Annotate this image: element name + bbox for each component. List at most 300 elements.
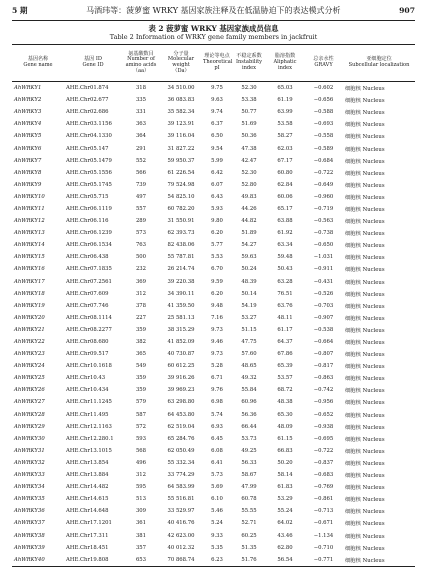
table-row: [12, 81, 415, 94]
cell-amino-acids: 579: [135, 399, 147, 406]
cell-aliphatic-index: 61.15: [277, 435, 293, 442]
cell-aliphatic-index: 66.83: [277, 447, 293, 454]
cell-theoretical-pi: 9.33: [211, 532, 223, 539]
cell-gravy: −0.656: [313, 97, 334, 104]
cell-theoretical-pi: 6.70: [211, 266, 223, 273]
column-header-unit: （aa）: [132, 67, 150, 74]
cell-amino-acids: 566: [135, 169, 147, 176]
cell-subcellular-localization: 细胞核 Nucleus: [345, 497, 385, 504]
cell-gene-id: AHE.Chr05.147: [66, 145, 109, 152]
column-header-gravy: [304, 44, 343, 81]
cell-gene-name: AhWRKY3: [14, 109, 42, 116]
cell-gene-id: AHE.Chr05.1556: [66, 169, 112, 176]
cell-theoretical-pi: 5.35: [211, 544, 223, 551]
cell-aliphatic-index: 50.20: [277, 459, 293, 466]
cell-theoretical-pi: 5.99: [211, 157, 223, 164]
cell-aliphatic-index: 62.80: [277, 544, 293, 551]
cell-molecular-weight: 70 868.74: [167, 556, 195, 563]
cell-theoretical-pi: 9.63: [211, 97, 223, 104]
cell-instability-index: 53.73: [241, 435, 257, 442]
cell-gene-id: AHE.Chr01.874: [66, 85, 109, 92]
cell-instability-index: 56.33: [241, 459, 257, 466]
cell-amino-acids: 312: [135, 472, 147, 479]
cell-molecular-weight: 41 852.09: [167, 339, 195, 345]
cell-theoretical-pi: 5.28: [211, 363, 223, 370]
cell-gravy: −0.938: [313, 423, 334, 430]
cell-instability-index: 57.60: [241, 351, 257, 358]
cell-subcellular-localization: 细胞核 Nucleus: [345, 194, 385, 201]
table-row: [12, 348, 415, 360]
cell-molecular-weight: 33 529.97: [167, 508, 195, 515]
cell-gravy: −0.671: [313, 520, 334, 527]
cell-subcellular-localization: 细胞核 Nucleus: [345, 412, 385, 419]
table-row: [12, 469, 415, 481]
table-row: [12, 372, 415, 384]
cell-molecular-weight: 54 825.10: [167, 193, 195, 200]
cell-instability-index: 55.55: [241, 508, 257, 515]
cell-gene-id: AHE.Chr19.808: [66, 556, 109, 563]
cell-instability-index: 42.47: [241, 157, 257, 164]
table-row: [12, 421, 415, 433]
cell-gene-id: AHE.Chr12.280.1: [66, 435, 114, 442]
cell-molecular-weight: 34 510.00: [167, 85, 195, 92]
cell-gene-name: AhWRKY15: [14, 254, 45, 261]
cell-gene-name: AhWRKY4: [14, 121, 42, 128]
cell-molecular-weight: 55 516.81: [167, 496, 195, 503]
cell-gene-id: AHE.Chr14.482: [66, 484, 109, 491]
cell-gene-name: AhWRKY13: [14, 230, 45, 237]
cell-gravy: −0.742: [313, 387, 334, 394]
cell-amino-acids: 309: [135, 508, 147, 515]
cell-gene-id: AHE.Chr06.438: [66, 254, 109, 261]
column-header-theoretical-pi: [202, 44, 232, 81]
cell-theoretical-pi: 5.69: [211, 484, 223, 491]
cell-amino-acids: 335: [135, 97, 147, 104]
cell-amino-acids: 369: [135, 278, 147, 285]
cell-gravy: −0.602: [313, 85, 334, 92]
cell-instability-index: 53.27: [241, 314, 257, 321]
cell-gravy: −0.722: [313, 169, 334, 176]
cell-subcellular-localization: 细胞核 Nucleus: [345, 279, 385, 286]
cell-subcellular-localization: 细胞核 Nucleus: [345, 485, 385, 492]
cell-gene-name: AhWRKY36: [14, 508, 45, 515]
cell-theoretical-pi: 5.93: [211, 205, 223, 212]
cell-aliphatic-index: 50.43: [277, 266, 293, 273]
cell-molecular-weight: 40 012.32: [167, 544, 195, 551]
cell-theoretical-pi: 6.07: [211, 181, 223, 188]
cell-amino-acids: 549: [135, 363, 147, 370]
cell-theoretical-pi: 5.77: [211, 242, 223, 249]
cell-gravy: −0.664: [313, 339, 334, 345]
cell-aliphatic-index: 62.84: [277, 181, 293, 188]
cell-amino-acids: 557: [135, 205, 147, 212]
cell-subcellular-localization: 细胞核 Nucleus: [345, 327, 385, 334]
cell-gene-name: AhWRKY7: [14, 157, 42, 164]
cell-gravy: −0.703: [313, 302, 334, 309]
cell-molecular-weight: 65 284.76: [167, 435, 195, 442]
table-row: [12, 505, 415, 517]
table-row: [12, 94, 415, 106]
cell-gene-name: AhWRKY29: [14, 423, 45, 430]
cell-molecular-weight: 31 827.22: [167, 145, 195, 152]
cell-subcellular-localization: 细胞核 Nucleus: [345, 110, 385, 117]
cell-gravy: −0.650: [313, 242, 334, 249]
cell-aliphatic-index: 59.48: [277, 254, 293, 261]
running-title: 马酒玮等：菠萝蜜 WRKY 基因家族注释及在低温胁迫下的表达模式分析: [86, 5, 341, 15]
cell-aliphatic-index: 63.76: [277, 302, 293, 309]
cell-gene-id: AHE.Chr05.715: [66, 193, 109, 200]
cell-gene-id: AHE.Chr07.1835: [66, 266, 112, 273]
cell-gene-id: AHE.Chr02.677: [66, 97, 109, 104]
cell-subcellular-localization: 细胞核 Nucleus: [345, 521, 385, 528]
cell-subcellular-localization: 细胞核 Nucleus: [345, 158, 385, 165]
column-header-instability-index: [232, 44, 266, 81]
cell-gene-name: AhWRKY28: [14, 411, 45, 418]
table-row: [12, 215, 415, 227]
cell-gene-name: AhWRKY12: [14, 218, 45, 225]
cell-aliphatic-index: 65.03: [277, 85, 293, 92]
cell-instability-index: 48.39: [241, 278, 257, 285]
cell-gene-name: AhWRKY20: [14, 314, 45, 321]
cell-instability-index: 53.38: [241, 97, 257, 104]
cell-gravy: −0.863: [313, 375, 334, 382]
cell-amino-acids: 568: [135, 447, 147, 454]
cell-gravy: −0.538: [313, 326, 334, 333]
cell-gravy: −0.719: [313, 205, 334, 212]
cell-instability-index: 49.25: [241, 447, 257, 454]
cell-theoretical-pi: 7.16: [211, 314, 223, 321]
column-header-cn: 亚细胞定位: [366, 56, 392, 63]
cell-subcellular-localization: 细胞核 Nucleus: [345, 134, 385, 141]
table-row: [12, 106, 415, 118]
cell-theoretical-pi: 9.73: [211, 351, 223, 358]
table-row: [12, 433, 415, 445]
running-header: [12, 0, 415, 21]
cell-amino-acids: 318: [135, 85, 147, 92]
column-header-molecular-weight: [160, 44, 202, 81]
cell-gravy: −0.861: [313, 496, 334, 503]
table-row: [12, 130, 415, 142]
cell-theoretical-pi: 9.75: [211, 85, 223, 92]
cell-aliphatic-index: 53.57: [277, 375, 293, 382]
cell-amino-acids: 363: [135, 121, 147, 128]
cell-molecular-weight: 62 050.49: [167, 447, 195, 454]
cell-subcellular-localization: 细胞核 Nucleus: [345, 400, 385, 407]
cell-subcellular-localization: 细胞核 Nucleus: [345, 315, 385, 322]
cell-gene-name: AhWRKY32: [14, 459, 45, 466]
cell-amino-acids: 497: [135, 193, 147, 200]
table-row: [12, 167, 415, 179]
cell-gene-name: AhWRKY16: [14, 266, 45, 273]
cell-instability-index: 51.15: [241, 326, 257, 333]
issue-number: 5 期: [12, 5, 28, 15]
cell-gene-id: AHE.Chr03.1156: [66, 121, 112, 128]
cell-instability-index: 51.69: [241, 121, 257, 128]
cell-subcellular-localization: 细胞核 Nucleus: [345, 545, 385, 552]
cell-instability-index: 52.30: [241, 85, 257, 92]
cell-subcellular-localization: 细胞核 Nucleus: [345, 255, 385, 262]
cell-molecular-weight: 64 583.99: [167, 484, 195, 491]
cell-gravy: −0.907: [313, 314, 334, 321]
cell-molecular-weight: 62 393.73: [167, 230, 195, 237]
cell-molecular-weight: 39 123.91: [167, 121, 195, 128]
cell-subcellular-localization: 细胞核 Nucleus: [345, 448, 385, 455]
cell-aliphatic-index: 63.34: [277, 242, 293, 249]
cell-gene-name: AhWRKY34: [14, 484, 45, 491]
cell-gravy: −0.817: [313, 363, 334, 370]
cell-instability-index: 49.83: [241, 193, 257, 200]
cell-amino-acids: 331: [135, 109, 147, 116]
cell-theoretical-pi: 9.59: [211, 278, 223, 285]
cell-instability-index: 47.38: [241, 145, 257, 152]
cell-aliphatic-index: 58.14: [277, 472, 293, 479]
cell-amino-acids: 572: [135, 423, 147, 430]
cell-gene-name: AhWRKY2: [14, 97, 42, 104]
cell-gene-id: AHE.Chr08.2277: [66, 326, 112, 333]
cell-theoretical-pi: 9.80: [211, 218, 223, 225]
cell-gene-name: AhWRKY19: [14, 302, 45, 309]
cell-gene-id: AHE.Chr17.1201: [66, 520, 112, 527]
cell-aliphatic-index: 60.06: [277, 193, 293, 200]
cell-gene-name: AhWRKY17: [14, 278, 45, 285]
cell-instability-index: 55.84: [241, 387, 257, 394]
cell-amino-acids: 763: [135, 242, 147, 249]
cell-instability-index: 51.76: [241, 556, 257, 563]
cell-molecular-weight: 36 083.83: [167, 97, 195, 104]
table-row: [12, 529, 415, 541]
column-header-en: Molecular weight: [167, 56, 195, 68]
cell-amino-acids: 361: [135, 520, 147, 527]
cell-instability-index: 50.36: [241, 133, 257, 140]
cell-theoretical-pi: 6.10: [211, 496, 223, 503]
cell-gravy: −0.652: [313, 411, 334, 418]
cell-molecular-weight: 35 582.34: [167, 109, 195, 116]
cell-instability-index: 58.67: [241, 472, 257, 479]
table-row: [12, 251, 415, 263]
cell-gene-name: AhWRKY26: [14, 387, 45, 394]
table-row: [12, 118, 415, 130]
cell-gene-id: AHE.Chr18.451: [66, 544, 109, 551]
cell-gene-name: AhWRKY30: [14, 435, 45, 442]
cell-theoretical-pi: 5.73: [211, 472, 223, 479]
cell-instability-index: 60.25: [241, 532, 257, 539]
cell-aliphatic-index: 65.39: [277, 363, 293, 370]
cell-amino-acids: 359: [135, 375, 147, 382]
cell-gene-name: AhWRKY9: [14, 181, 42, 188]
cell-aliphatic-index: 56.54: [277, 556, 293, 563]
cell-gravy: −0.588: [313, 109, 334, 116]
table-row: [12, 155, 415, 167]
table-row: [12, 300, 415, 312]
cell-theoretical-pi: 6.41: [211, 459, 223, 466]
cell-theoretical-pi: 5.74: [211, 411, 223, 418]
cell-gene-id: AHE.Chr06.1534: [66, 242, 112, 249]
cell-gravy: −0.807: [313, 351, 334, 358]
cell-gene-id: AHE.Chr10.1618: [66, 363, 112, 370]
cell-subcellular-localization: 细胞核 Nucleus: [345, 460, 385, 467]
column-header-cn: 基因名称: [27, 56, 49, 63]
cell-instability-index: 59.63: [241, 254, 257, 261]
table-row: [12, 336, 415, 348]
cell-theoretical-pi: 6.43: [211, 193, 223, 200]
cell-aliphatic-index: 62.03: [277, 145, 293, 152]
column-header-en: Gene name: [23, 61, 53, 68]
cell-gene-name: AhWRKY35: [14, 496, 45, 503]
cell-subcellular-localization: 细胞核 Nucleus: [345, 352, 385, 359]
table-row: [12, 409, 415, 421]
cell-aliphatic-index: 64.37: [277, 339, 293, 345]
cell-amino-acids: 513: [135, 496, 147, 503]
table-row: [12, 445, 415, 457]
cell-aliphatic-index: 61.17: [277, 326, 293, 333]
table-row: [12, 517, 415, 529]
cell-instability-index: 66.44: [241, 423, 257, 430]
cell-amino-acids: 587: [135, 411, 147, 418]
cell-gene-id: AHE.Chr08.1114: [66, 314, 112, 321]
cell-molecular-weight: 39 116.04: [167, 133, 195, 140]
cell-amino-acids: 381: [135, 532, 147, 539]
cell-gene-id: AHE.Chr07.609: [66, 290, 109, 297]
cell-aliphatic-index: 65.30: [277, 411, 293, 418]
cell-aliphatic-index: 63.88: [277, 218, 293, 225]
cell-subcellular-localization: 细胞核 Nucleus: [345, 376, 385, 383]
column-header-en: Aliphatic index: [273, 59, 297, 71]
table-row: [12, 203, 415, 215]
column-header-amino-acids: [122, 44, 160, 81]
cell-subcellular-localization: 细胞核 Nucleus: [345, 424, 385, 431]
table-row: [12, 384, 415, 396]
cell-gene-name: AhWRKY40: [14, 556, 45, 563]
cell-molecular-weight: 64 453.80: [167, 411, 195, 418]
column-header-subcellular-localization: [343, 44, 415, 81]
cell-theoretical-pi: 9.54: [211, 145, 223, 152]
cell-molecular-weight: 55 332.34: [167, 459, 195, 466]
cell-subcellular-localization: 细胞核 Nucleus: [345, 436, 385, 443]
cell-gravy: −0.649: [313, 181, 334, 188]
cell-amino-acids: 232: [135, 266, 147, 273]
cell-amino-acids: 359: [135, 326, 147, 333]
cell-theoretical-pi: 6.20: [211, 290, 223, 297]
column-header-unit: （Da）: [172, 67, 190, 74]
cell-subcellular-localization: 细胞核 Nucleus: [345, 364, 385, 371]
cell-instability-index: 52.30: [241, 169, 257, 176]
cell-molecular-weight: 25 581.13: [167, 314, 195, 321]
cell-gene-id: AHE.Chr06.116: [66, 218, 109, 225]
cell-gene-name: AhWRKY10: [14, 193, 45, 200]
cell-amino-acids: 593: [135, 435, 147, 442]
cell-instability-index: 50.14: [241, 290, 257, 297]
cell-amino-acids: 496: [135, 459, 147, 466]
table-row: [12, 275, 415, 287]
table-row: [12, 360, 415, 372]
cell-aliphatic-index: 48.38: [277, 399, 293, 406]
cell-molecular-weight: 63 298.80: [167, 399, 195, 406]
cell-gene-name: AhWRKY33: [14, 472, 45, 479]
cell-gravy: −0.960: [313, 193, 334, 200]
column-header-en: Theoretical pI: [203, 59, 233, 71]
cell-theoretical-pi: 5.24: [211, 520, 223, 527]
cell-molecular-weight: 60 782.20: [167, 205, 195, 212]
cell-theoretical-pi: 6.93: [211, 423, 223, 430]
cell-gene-id: AHE.Chr05.1479: [66, 157, 112, 164]
table-header-row: [12, 44, 415, 81]
cell-subcellular-localization: 细胞核 Nucleus: [345, 182, 385, 189]
cell-molecular-weight: 39 220.38: [167, 278, 195, 285]
cell-gravy: −0.558: [313, 133, 334, 140]
cell-molecular-weight: 31 550.91: [167, 218, 195, 225]
cell-gene-id: AHE.Chr10.434: [66, 387, 109, 394]
cell-gene-id: AHE.Chr07.746: [66, 302, 109, 309]
cell-gene-name: AhWRKY31: [14, 447, 45, 454]
cell-gene-id: AHE.Chr06.1119: [66, 205, 112, 212]
cell-gravy: −0.431: [313, 278, 334, 285]
cell-theoretical-pi: 9.73: [211, 326, 223, 333]
cell-molecular-weight: 59 950.37: [167, 157, 195, 164]
cell-gene-name: AhWRKY11: [14, 205, 45, 212]
cell-molecular-weight: 38 315.29: [167, 326, 195, 333]
cell-amino-acids: 552: [135, 157, 147, 164]
cell-gene-name: AhWRKY22: [14, 339, 45, 345]
cell-amino-acids: 739: [135, 181, 147, 188]
cell-instability-index: 48.65: [241, 363, 257, 370]
cell-subcellular-localization: 细胞核 Nucleus: [345, 340, 385, 346]
cell-theoretical-pi: 6.50: [211, 133, 223, 140]
table-row: [12, 493, 415, 505]
page-number: 907: [399, 5, 415, 15]
cell-gravy: −0.683: [313, 472, 334, 479]
cell-theoretical-pi: 6.42: [211, 169, 223, 176]
table-row: [12, 457, 415, 469]
cell-molecular-weight: 61 226.54: [167, 169, 195, 176]
table-row: [12, 312, 415, 324]
cell-gene-id: AHE.Chr09.517: [66, 351, 109, 358]
cell-instability-index: 52.71: [241, 520, 257, 527]
cell-instability-index: 51.89: [241, 230, 257, 237]
cell-gene-name: AhWRKY8: [14, 169, 42, 176]
cell-subcellular-localization: 细胞核 Nucleus: [345, 509, 385, 516]
cell-gene-id: AHE.Chr17.311: [66, 532, 109, 539]
cell-instability-index: 47.75: [241, 339, 257, 345]
table-row: [12, 179, 415, 191]
cell-gravy: −0.710: [313, 544, 334, 551]
cell-molecular-weight: 34 390.11: [167, 290, 195, 297]
cell-subcellular-localization: 细胞核 Nucleus: [345, 98, 385, 105]
cell-instability-index: 56.36: [241, 411, 257, 418]
cell-aliphatic-index: 61.92: [277, 230, 293, 237]
column-header-gene-id: [64, 44, 122, 81]
column-header-aliphatic-index: [266, 44, 304, 81]
table-row: [12, 191, 415, 203]
cell-aliphatic-index: 53.29: [277, 496, 293, 503]
cell-aliphatic-index: 55.24: [277, 508, 293, 515]
cell-gene-id: AHE.Chr14.615: [66, 496, 109, 503]
cell-molecular-weight: 39 969.23: [167, 387, 195, 394]
cell-gravy: −0.684: [313, 157, 334, 164]
cell-gene-id: AHE.Chr13.884: [66, 472, 109, 479]
cell-aliphatic-index: 53.58: [277, 121, 293, 128]
cell-aliphatic-index: 48.11: [277, 314, 293, 321]
cell-gene-name: AhWRKY39: [14, 544, 45, 551]
column-header-cn: 总亲水性: [313, 56, 334, 63]
table-row: [12, 542, 415, 554]
cell-gene-name: AhWRKY38: [14, 532, 45, 539]
cell-gene-name: AhWRKY21: [14, 326, 45, 333]
cell-gene-id: AHE.Chr13.854: [66, 459, 109, 466]
cell-gene-id: AHE.Chr12.1163: [66, 423, 112, 430]
cell-gravy: −0.713: [313, 508, 334, 515]
cell-aliphatic-index: 64.02: [277, 520, 293, 527]
cell-molecular-weight: 39 916.26: [167, 375, 195, 382]
